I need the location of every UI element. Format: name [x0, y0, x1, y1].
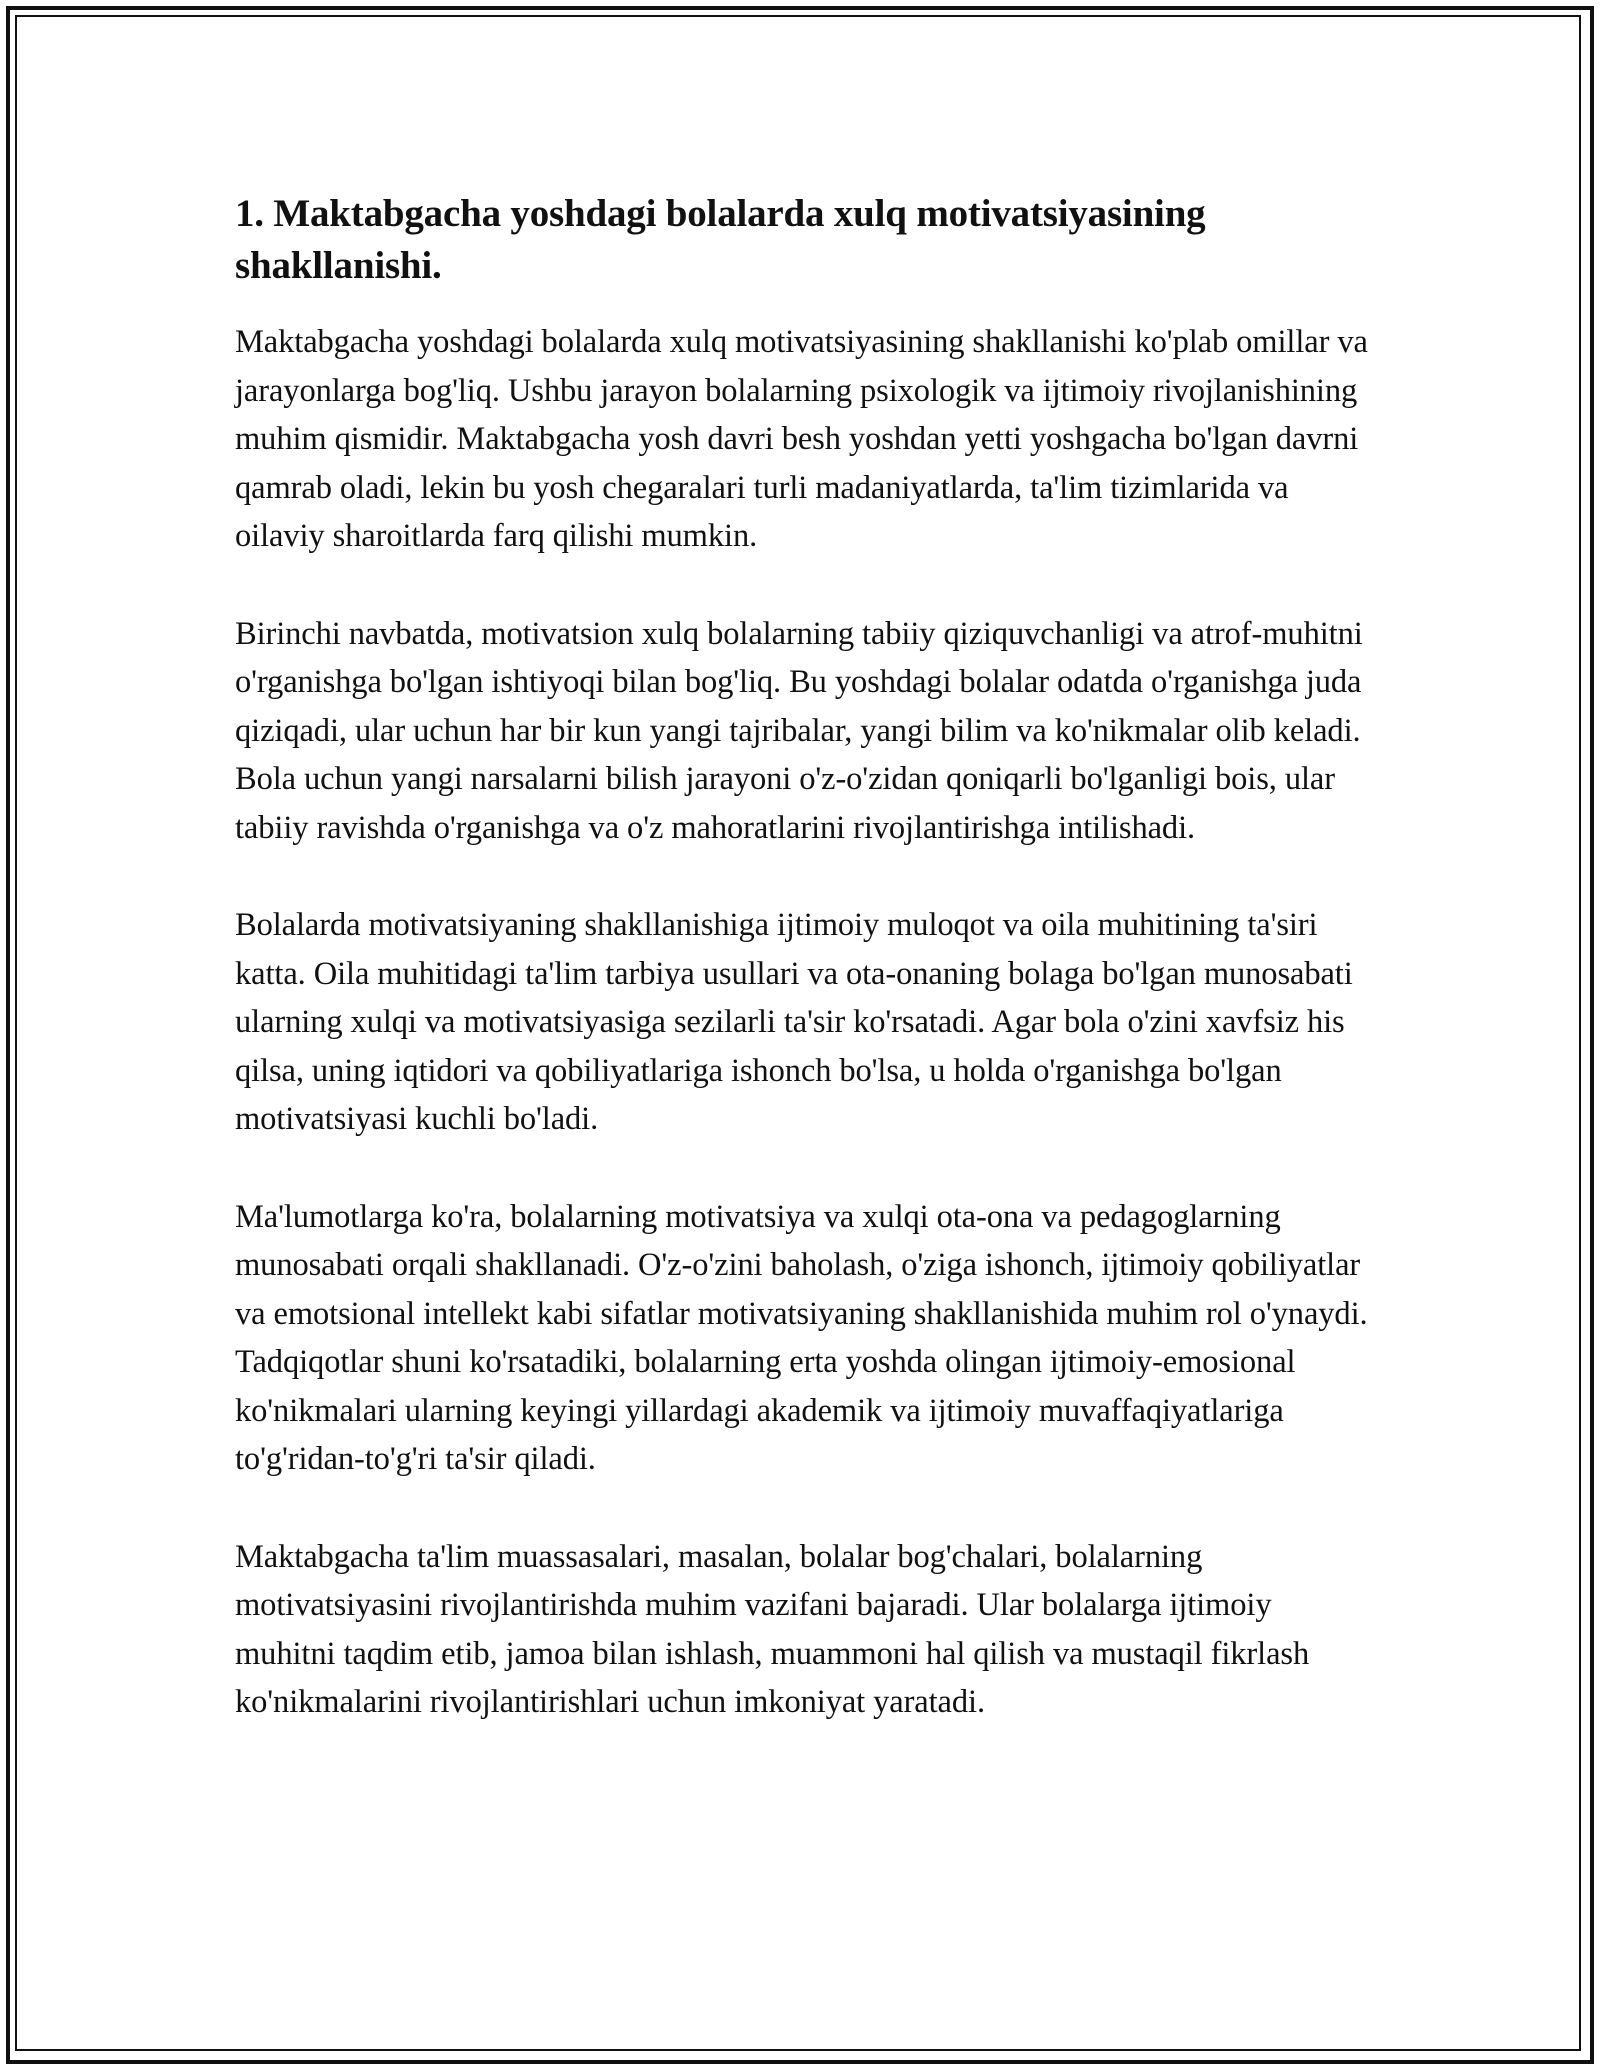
section-heading: 1. Maktabgacha yoshdagi bolalarda xulq motivatsiyasining shakllanishi. — [235, 192, 1206, 287]
paragraph-3: Bolalarda motivatsiyaning shakllanishiga ijtimoiy muloqot va oila muhitining ta'siri katta. Oila muhitidagi ta'lim tarbiya usullari va ota-onaning bolaga bo'lgan munosabati ularning xulqi va motivatsiyasiga sezilarli ta'sir ko'rsatadi. Agar bola o'zini xavfsiz his qilsa, uning iqtidori va qobiliyatlariga ishonch bo'lsa, u holda o'rganishga bo'lgan motivatsiyasi kuchli bo'ladi. — [235, 907, 1353, 1137]
paragraph-5: Maktabgacha ta'lim muassasalari, masalan, bolalar bog'chalari, bolalarning motivatsiyasini rivojlantirishda muhim vazifani bajaradi. Ular bolalarga ijtimoiy muhitni taqdim etib, jamoa bilan ishlash, muammoni hal qilish va mustaqil fikrlash ko'nikmalarini rivojlantirishlari uchun imkoniyat yaratadi. — [235, 1538, 1310, 1720]
paragraph-2: Birinchi navbatda, motivatsion xulq bolalarning tabiiy qiziquvchanligi va atrof-muhitni o'rganishga bo'lgan ishtiyoqi bilan bog'liq. Bu yoshdagi bolalar odatda o'rganishga juda qiziqadi, ular uchun har bir kun yangi tajribalar, yangi bilim va ko'nikmalar olib keladi. Bola uchun yangi narsalarni bilish jarayoni o'z-o'zidan qoniqarli bo'lganligi bois, ular tabiiy ravishda o'rganishga va o'z mahoratlarini rivojlantirishga intilishadi. — [235, 615, 1363, 846]
document-body — [235, 188, 1375, 1727]
paragraph-1: Maktabgacha yoshdagi bolalarda xulq motivatsiyasining shakllanishi ko'plab omillar va jarayonlarga bog'liq. Ushbu jarayon bolalarning psixologik va ijtimoiy rivojlanishining muhim qismidir. Maktabgacha yosh davri besh yoshdan yetti yoshgacha bo'lgan davrni qamrab oladi, lekin bu yosh chegaralari turli madaniyatlarda, ta'lim tizimlarida va oilaviy sharoitlarda farq qilishi mumkin. — [235, 324, 1368, 554]
paragraph-4: Ma'lumotlarga ko'ra, bolalarning motivatsiya va xulqi ota-ona va pedagoglarning munosabati orqali shakllanadi. O'z-o'zini baholash, o'ziga ishonch, ijtimoiy qobiliyatlar va emotsional intellekt kabi sifatlar motivatsiyaning shakllanishida muhim rol o'ynaydi. Tadqiqotlar shuni ko'rsatadiki, bolalarning erta yoshda olingan ijtimoiy-emosional ko'nikmalari ularning keyingi yillardagi akademik va ijtimoiy muvaffaqiyatlariga to'g'ridan-to'g'ri ta'sir qiladi. — [235, 1198, 1368, 1477]
